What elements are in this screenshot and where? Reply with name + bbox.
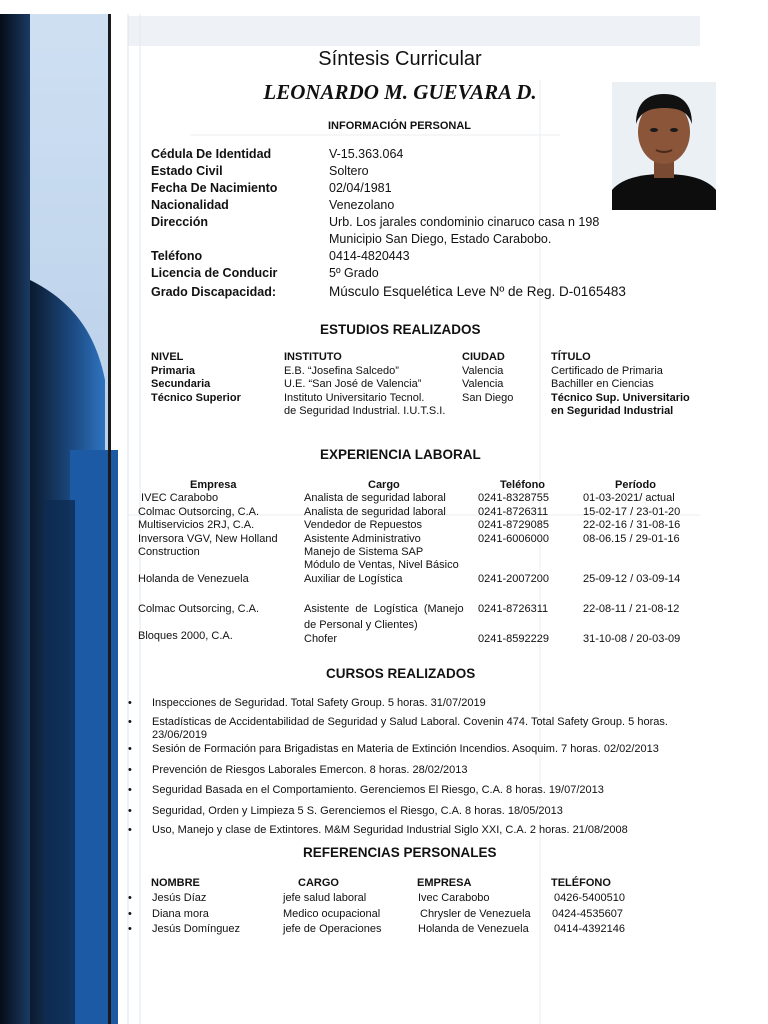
exp-header-periodo: Período: [615, 479, 656, 491]
course-item: Seguridad Basada en el Comportamiento. Gerenciemos El Riesgo, C.A. 8 horas. 19/07/2013: [152, 784, 604, 796]
label-telefono: Teléfono: [151, 249, 203, 263]
label-estado-civil: Estado Civil: [151, 164, 223, 178]
value-nacionalidad: Venezolano: [329, 198, 395, 212]
exp-empresa: IVEC Carabobo: [138, 492, 219, 504]
ref-telefono: 0424-4535607: [552, 908, 623, 920]
exp-empresa: Bloques 2000, C.A.: [138, 630, 233, 642]
bullet-icon: •: [128, 716, 132, 728]
label-direccion: Dirección: [151, 215, 208, 229]
label-nacionalidad: Nacionalidad: [151, 198, 229, 212]
bullet-icon: •: [128, 784, 132, 796]
exp-header-cargo: Cargo: [368, 479, 400, 491]
study-instituto-line2: de Seguridad Industrial. I.U.T.S.I.: [284, 405, 446, 417]
exp-telefono: 0241-8592229: [478, 633, 549, 645]
study-titulo: Bachiller en Ciencias: [551, 378, 654, 390]
exp-periodo: 22-08-11 / 21-08-12: [583, 603, 680, 615]
study-titulo-line2: en Seguridad Industrial: [551, 405, 674, 417]
ref-header-telefono: TELÉFONO: [551, 877, 611, 889]
value-discapacidad: Músculo Esquelética Leve Nº de Reg. D-0165483: [329, 284, 626, 299]
course-item: Estadísticas de Accidentabilidad de Seguridad y Salud Laboral. Covenin 474. Total Safety Group. 5 horas.: [152, 716, 668, 728]
exp-periodo: 01-03-2021/ actual: [583, 492, 675, 504]
ref-telefono: 0426-5400510: [554, 892, 625, 904]
exp-cargo: Vendedor de Repuestos: [304, 519, 423, 531]
exp-cargo: Asistente Administrativo: [304, 533, 421, 545]
personal-info-heading: INFORMACIÓN PERSONAL: [328, 120, 471, 132]
exp-periodo: 22-02-16 / 31-08-16: [583, 519, 681, 531]
ref-nombre: Diana mora: [152, 908, 209, 920]
bullet-icon: •: [128, 805, 132, 817]
exp-cargo: Auxiliar de Logística: [304, 573, 403, 585]
study-ciudad: San Diego: [462, 392, 514, 404]
exp-periodo: 31-10-08 / 20-03-09: [583, 633, 681, 645]
value-telefono: 0414-4820443: [329, 249, 410, 263]
label-licencia: Licencia de Conducir: [151, 266, 278, 280]
study-instituto: Instituto Universitario Tecnol.: [284, 392, 425, 404]
exp-cargo: Chofer: [304, 633, 338, 645]
exp-cargo: Analista de seguridad laboral: [304, 506, 446, 518]
study-nivel: Secundaria: [151, 378, 211, 390]
bullet-icon: •: [128, 923, 132, 935]
exp-telefono: 0241-6006000: [478, 533, 549, 545]
exp-telefono: 0241-2007200: [478, 573, 549, 585]
study-ciudad: Valencia: [462, 365, 504, 377]
course-item: Sesión de Formación para Brigadistas en Materia de Extinción Incendios. Asoquim. 7 horas. 02/02/2013: [152, 743, 659, 755]
ref-telefono: 0414-4392146: [554, 923, 625, 935]
course-item: Uso, Manejo y clase de Extintores. M&M Seguridad Industrial Siglo XXI, C.A. 2 horas. 21/08/2008: [152, 824, 628, 836]
ref-cargo: jefe de Operaciones: [283, 923, 382, 935]
label-discapacidad: Grado Discapacidad:: [151, 285, 277, 299]
course-item: Prevención de Riesgos Laborales Emercon. 8 horas. 28/02/2013: [152, 764, 468, 776]
study-nivel: Primaria: [151, 365, 196, 377]
exp-periodo: 08-06.15 / 29-01-16: [583, 533, 680, 545]
exp-empresa: Colmac Outsorcing, C.A.: [138, 506, 260, 518]
exp-telefono: 0241-8729085: [478, 519, 549, 531]
ref-empresa: Holanda de Venezuela: [418, 923, 529, 935]
exp-header-empresa: Empresa: [190, 479, 237, 491]
ref-empresa: Chrysler de Venezuela: [420, 908, 531, 920]
study-titulo: Certificado de Primaria: [551, 365, 663, 377]
value-licencia: 5º Grado: [329, 266, 379, 280]
exp-empresa-line2: Construction: [138, 546, 200, 558]
bullet-icon: •: [128, 697, 132, 709]
studies-header-titulo: TÍTULO: [551, 351, 591, 363]
bullet-icon: •: [128, 824, 132, 836]
value-direccion: Urb. Los jarales condominio cinaruco casa n 198: [329, 215, 600, 229]
course-item: Inspecciones de Seguridad. Total Safety Group. 5 horas. 31/07/2019: [152, 697, 486, 709]
exp-cargo-line3: Módulo de Ventas, Nivel Básico: [304, 559, 459, 571]
ref-cargo: Medico ocupacional: [283, 908, 381, 920]
study-nivel: Técnico Superior: [151, 392, 241, 404]
value-estado-civil: Soltero: [329, 164, 369, 178]
experience-heading: EXPERIENCIA LABORAL: [320, 447, 481, 462]
exp-empresa: Holanda de Venezuela: [138, 573, 249, 585]
references-heading: REFERENCIAS PERSONALES: [303, 845, 497, 860]
ref-empresa: Ivec Carabobo: [418, 892, 490, 904]
exp-telefono: 0241-8328755: [478, 492, 549, 504]
bullet-icon: •: [128, 892, 132, 904]
bullet-icon: •: [128, 764, 132, 776]
value-cedula: V-15.363.064: [329, 147, 404, 161]
studies-header-ciudad: CIUDAD: [462, 351, 505, 363]
profile-photo: [612, 82, 716, 210]
ref-cargo: jefe salud laboral: [283, 892, 367, 904]
study-instituto: U.E. “San José de Valencia”: [284, 378, 422, 390]
study-instituto: E.B. “Josefina Salcedo”: [284, 365, 399, 377]
value-fecha-nacimiento: 02/04/1981: [329, 181, 392, 195]
ref-nombre: Jesús Domínguez: [152, 923, 241, 935]
exp-cargo: Analista de seguridad laboral: [304, 492, 446, 504]
exp-cargo-line2: de Personal y Clientes): [304, 619, 418, 631]
label-cedula: Cédula De Identidad: [151, 147, 272, 161]
label-fecha-nacimiento: Fecha De Nacimiento: [151, 181, 278, 195]
ref-header-cargo: CARGO: [298, 877, 339, 889]
exp-empresa: Colmac Outsorcing, C.A.: [138, 603, 260, 615]
studies-header-nivel: NIVEL: [151, 351, 184, 363]
exp-periodo: 25-09-12 / 03-09-14: [583, 573, 681, 585]
exp-periodo: 15-02-17 / 23-01-20: [583, 506, 681, 518]
ref-nombre: Jesús Díaz: [152, 892, 207, 904]
study-titulo: Técnico Sup. Universitario: [551, 392, 690, 404]
document-title: Síntesis Curricular: [318, 48, 482, 70]
exp-header-telefono: Teléfono: [500, 479, 546, 491]
exp-cargo: Asistente de Logística (Manejo: [304, 603, 464, 615]
bullet-icon: •: [128, 743, 132, 755]
studies-header-instituto: INSTITUTO: [284, 351, 342, 363]
course-item-line2: 23/06/2019: [152, 729, 208, 741]
study-ciudad: Valencia: [462, 378, 504, 390]
candidate-name: LEONARDO M. GUEVARA D.: [263, 80, 537, 104]
bullet-icon: •: [128, 908, 132, 920]
exp-empresa: Multiservicios 2RJ, C.A.: [138, 519, 255, 531]
exp-telefono: 0241-8726311: [478, 603, 549, 615]
studies-heading: ESTUDIOS REALIZADOS: [320, 322, 481, 337]
exp-empresa: Inversora VGV, New Holland: [138, 533, 278, 545]
value-direccion-2: Municipio San Diego, Estado Carabobo.: [329, 232, 552, 246]
ref-header-empresa: EMPRESA: [417, 877, 472, 889]
course-item: Seguridad, Orden y Limpieza 5 S. Gerenciemos el Riesgo, C.A. 8 horas. 18/05/2013: [152, 805, 563, 817]
courses-heading: CURSOS REALIZADOS: [326, 666, 476, 681]
exp-telefono: 0241-8726311: [478, 506, 549, 518]
ref-header-nombre: NOMBRE: [151, 877, 200, 889]
exp-cargo-line2: Manejo de Sistema SAP: [304, 546, 424, 558]
